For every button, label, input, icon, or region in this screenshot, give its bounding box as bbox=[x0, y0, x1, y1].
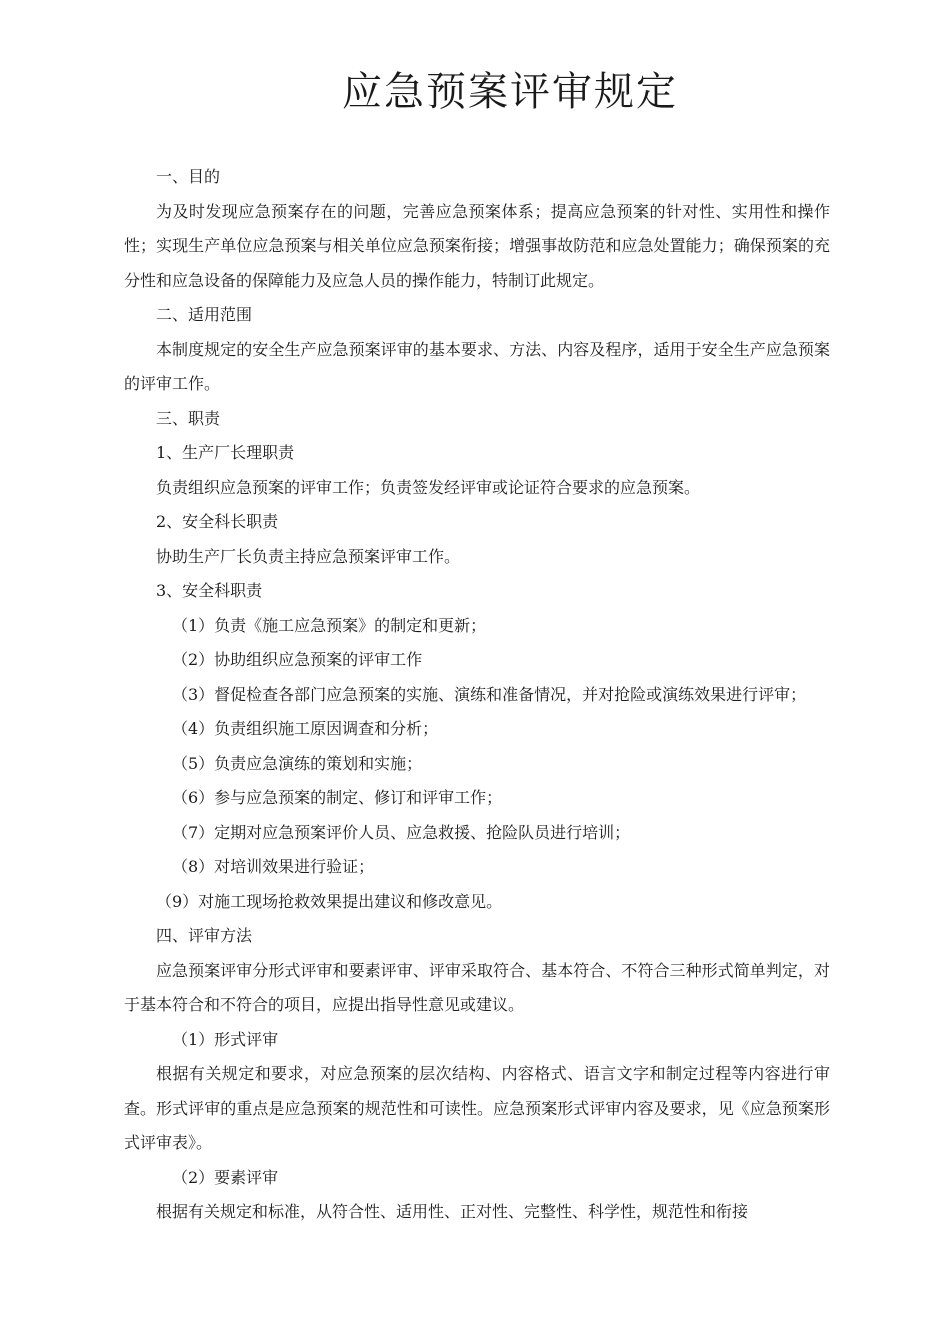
section-heading: 三、职责 bbox=[156, 408, 221, 428]
list-item: （5）负责应急演练的策划和实施； bbox=[172, 753, 423, 773]
list-item: （9）对施工现场抢救效果提出建议和修改意见。 bbox=[156, 891, 503, 911]
section-heading: 二、适用范围 bbox=[156, 305, 253, 324]
list-item: （3）督促检查各部门应急预案的实施、演练和准备情况，并对抢险或演练效果进行评审； bbox=[172, 684, 807, 704]
list-item: （2）协助组织应急预案的评审工作 bbox=[172, 650, 423, 669]
subsection-heading: （2）要素评审 bbox=[172, 1167, 279, 1187]
list-item: （6）参与应急预案的制定、修订和评审工作； bbox=[172, 788, 503, 807]
paragraph: 本制度规定的安全生产应急预案评审的基本要求、方法、内容及程序，适用于安全生产应急预案的评审工作。 bbox=[124, 339, 830, 393]
subsection-heading: 3、安全科职责 bbox=[156, 581, 263, 600]
subsection-heading: （1）形式评审 bbox=[172, 1029, 279, 1049]
section-heading: 一、目的 bbox=[156, 167, 221, 186]
subsection-heading: 1、生产厂长理职责 bbox=[156, 443, 295, 462]
paragraph: 根据有关规定和标准，从符合性、适用性、正对性、完整性、科学性，规范性和衔接 bbox=[156, 1202, 749, 1221]
subsection-heading: 2、安全科长职责 bbox=[156, 512, 279, 531]
paragraph: 根据有关规定和要求，对应急预案的层次结构、内容格式、语言文字和制定过程等内容进行审查。形式评审的重点是应急预案的规范性和可读性。应急预案形式评审内容及要求，见《应急预案形式评审表》。 bbox=[124, 1064, 830, 1152]
list-item: （1）负责《施工应急预案》的制定和更新； bbox=[172, 615, 487, 635]
list-item: （8）对培训效果进行验证； bbox=[172, 857, 375, 876]
list-item: （7）定期对应急预案评价人员、应急救援、抢险队员进行培训； bbox=[172, 822, 631, 842]
list-item: （4）负责组织施工原因调查和分析； bbox=[172, 719, 439, 738]
document-body bbox=[124, 160, 830, 1230]
section-heading: 四、评审方法 bbox=[156, 926, 253, 945]
paragraph: 应急预案评审分形式评审和要素评审、评审采取符合、基本符合、不符合三种形式简单判定，对于基本符合和不符合的项目，应提出指导性意见或建议。 bbox=[124, 960, 830, 1014]
paragraph: 为及时发现应急预案存在的问题，完善应急预案体系；提高应急预案的针对性、实用性和操作性；实现生产单位应急预案与相关单位应急预案衔接；增强事故防范和应急处置能力；确保预案的充分性和应急设备的保障能力及应急人员的操作能力，特制订此规定。 bbox=[124, 201, 830, 290]
document-title: 应急预案评审规定 bbox=[342, 69, 678, 115]
paragraph: 协助生产厂长负责主持应急预案评审工作。 bbox=[156, 546, 461, 566]
paragraph: 负责组织应急预案的评审工作；负责签发经评审或论证符合要求的应急预案。 bbox=[156, 477, 701, 497]
